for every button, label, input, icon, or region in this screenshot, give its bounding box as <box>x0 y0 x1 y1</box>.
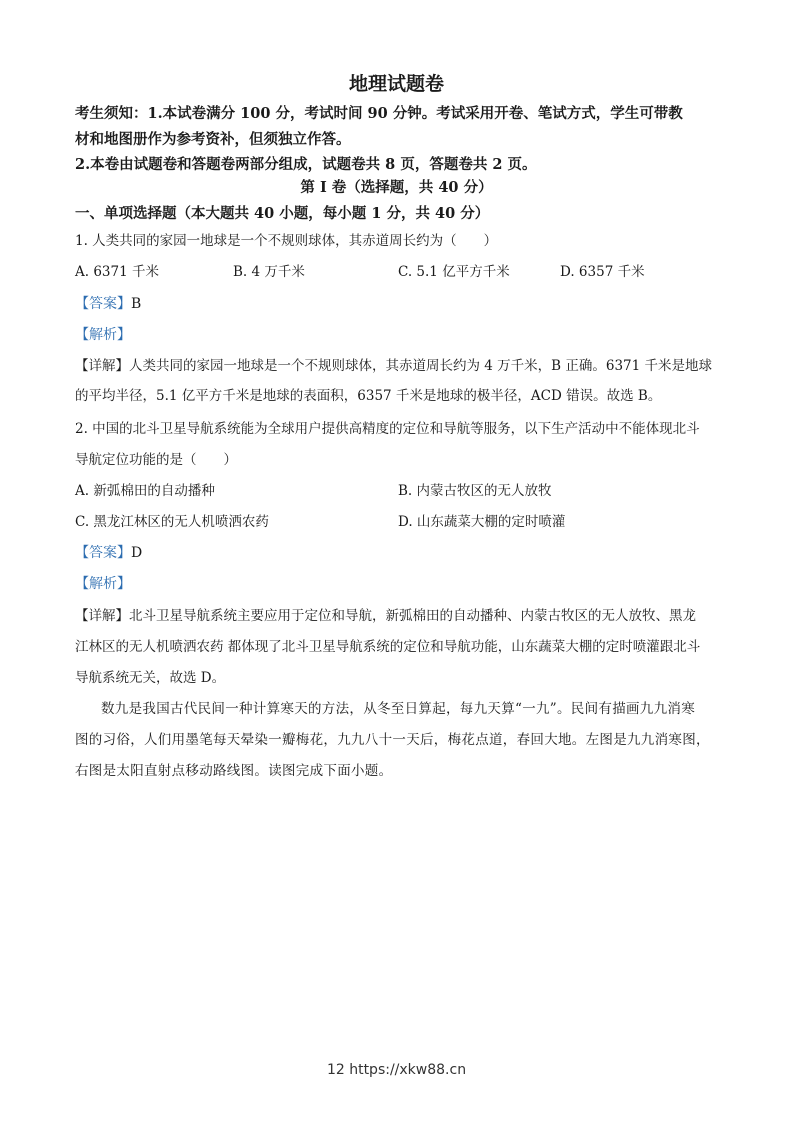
exam-notice-line-2: 材和地图册作为参考资补，但须独立作答。 <box>75 131 351 148</box>
analysis-tag: 【解析】 <box>75 576 131 592</box>
page-footer: 12 https://xkw88.cn <box>326 1062 467 1078</box>
q2-detail-line-2: 江林区的无人机喷洒农药 都体现了北斗卫星导航系统的定位和导航功能，山东蔬菜大棚的定时喷灌跟北斗 <box>75 639 701 655</box>
q2-detail-line-1 <box>75 606 696 626</box>
answer-tag: 【答案】 <box>75 545 131 561</box>
q2-option-a: A. 新弧棉田的自动播种 <box>75 483 215 499</box>
detail-tag: 【详解】 <box>75 608 129 624</box>
q1-option-b: B. 4 万千米 <box>233 264 305 280</box>
q1-answer <box>75 294 141 314</box>
q2-answer <box>75 543 142 563</box>
passage-line-2: 图的习俗，人们用墨笔每天晕染一瓣梅花，九九八十一天后，梅花点道，春回大地。左图是九九消寒图， <box>75 732 710 748</box>
q1-detail-line-2: 的平均半径，5.1 亿平方千米是地球的表面积，6357 千米是地球的极半径，ACD 错误。故选 B。 <box>75 388 662 404</box>
analysis-tag: 【解析】 <box>75 327 131 343</box>
q2-detail-text-1: 北斗卫星导航系统主要应用于定位和导航，新弧棉田的自动播种、内蒙古牧区的无人放牧、黑龙 <box>129 608 696 624</box>
detail-tag: 【详解】 <box>75 358 129 374</box>
section-title: 一、单项选择题（本大题共 40 小题，每小题 1 分，共 40 分） <box>75 205 490 222</box>
q1-option-a: A. 6371 千米 <box>75 264 159 280</box>
passage-line-1: 数九是我国古代民间一种计算寒天的方法，从冬至日算起，每九天算“一九”。民间有描画九九消寒 <box>101 701 696 717</box>
q2-option-d: D. 山东蔬菜大棚的定时喷灌 <box>398 514 566 530</box>
q1-answer-value: B <box>131 296 142 312</box>
q2-stem-line-1: 2. 中国的北斗卫星导航系统能为全球用户提供高精度的定位和导航等服务，以下生产活动中不能体现北斗 <box>75 421 700 437</box>
q2-answer-value: D <box>131 545 143 561</box>
q1-analysis <box>75 325 131 345</box>
answer-tag: 【答案】 <box>75 296 131 312</box>
q1-detail-text-1: 人类共同的家园一地球是一个不规则球体，其赤道周长约为 4 万千米，B 正确。6371 千米是地球 <box>129 358 713 374</box>
passage-line-3: 右图是太阳直射点移动路线图。读图完成下面小题。 <box>75 763 393 779</box>
q1-stem: 1. 人类共同的家园一地球是一个不规则球体，其赤道周长约为（ ） <box>75 233 498 249</box>
q2-option-b: B. 内蒙古牧区的无人放牧 <box>398 483 552 499</box>
q2-analysis <box>75 574 131 594</box>
page-title: 地理试题卷 <box>348 73 444 95</box>
q2-option-c: C. 黑龙江林区的无人机喷洒农药 <box>75 514 269 530</box>
exam-notice-line-1: 考生须知：1.本试卷满分 100 分，考试时间 90 分钟。考试采用开卷、笔试方式，学生可带教 <box>75 105 683 122</box>
q2-stem-line-2: 导航定位功能的是（ ） <box>75 452 237 468</box>
q1-option-d: D. 6357 千米 <box>560 264 645 280</box>
exam-notice-line-3: 2.本卷由试题卷和答题卷两部分组成，试题卷共 8 页，答题卷共 2 页。 <box>75 156 537 173</box>
q2-detail-line-3: 导航系统无关，故选 D。 <box>75 670 226 686</box>
q1-option-c: C. 5.1 亿平方千米 <box>398 264 510 280</box>
part-title: 第 I 卷（选择题，共 40 分） <box>300 179 493 196</box>
q1-detail-line-1 <box>75 356 712 376</box>
